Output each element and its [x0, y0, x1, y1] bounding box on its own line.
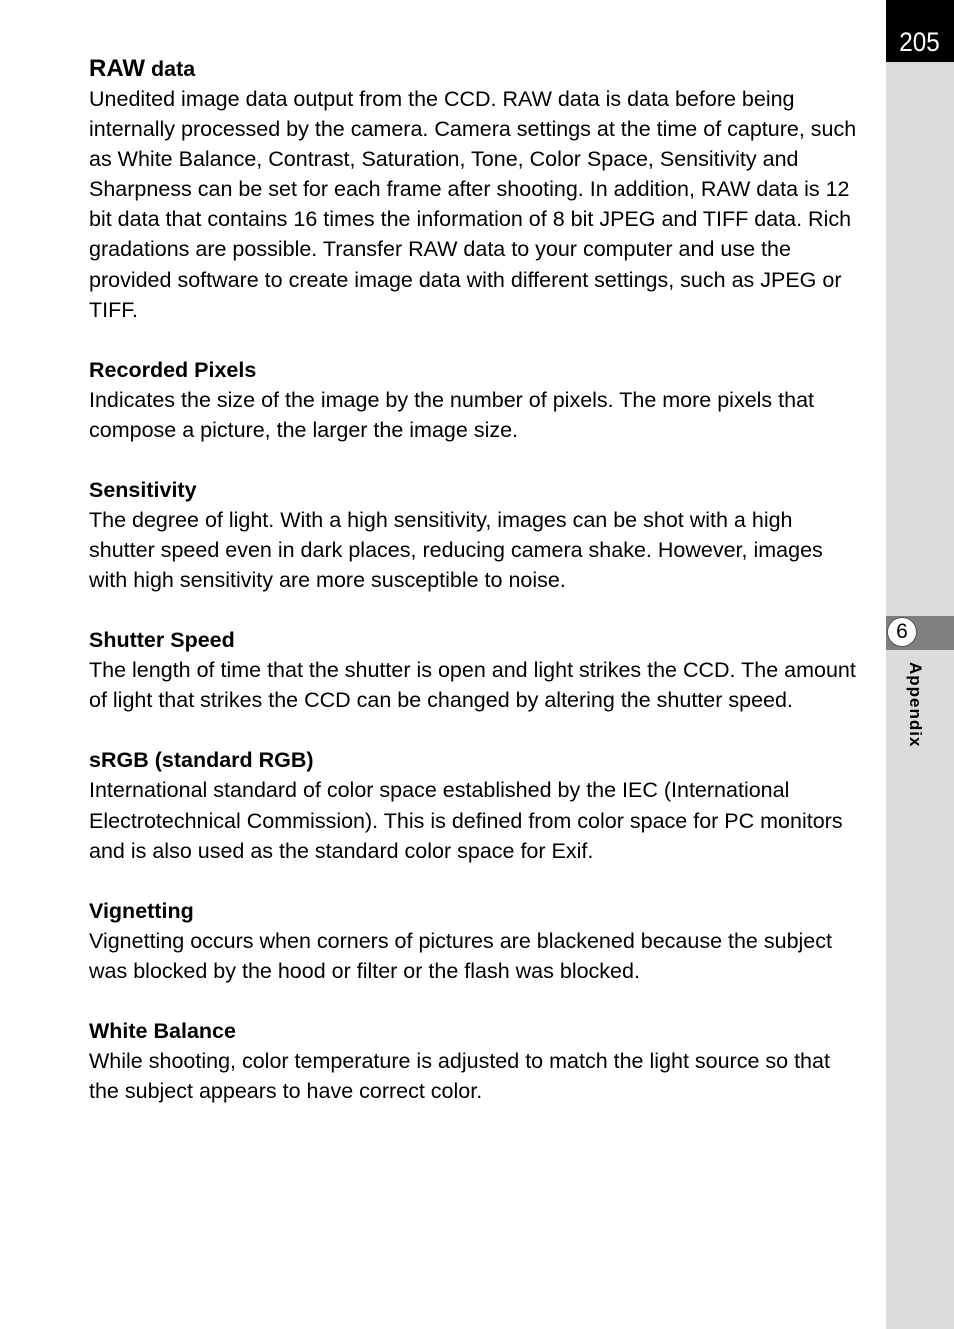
- entry-definition: Vignetting occurs when corners of pictures are blackened because the subject was blocked by the hood or filter or the flash was blocked.: [89, 928, 832, 983]
- entry-definition: The degree of light. With a high sensitivity, images can be shot with a high shutter speed even in dark places, reducing camera shake. However, images with high sensitivity are more susceptible to noise.: [89, 507, 823, 593]
- chapter-label: Appendix: [906, 662, 925, 748]
- glossary-entry-raw-data: [89, 54, 864, 325]
- chapter-number-badge: 6: [887, 617, 917, 647]
- entry-definition: International standard of color space established by the IEC (International Electrotechnical Commission). This is defined from color space for PC monitors and is also used as the standard color space for Exif.: [89, 778, 843, 863]
- glossary-entry-white-balance: [89, 1016, 864, 1106]
- entry-definition: Unedited image data output from the CCD. RAW data is data before being internally processed by the camera. Camera settings at the time of capture, such as White Balance, Contrast, Saturation, Tone, Color Space, Sensitivity and Sharpness can be set for each frame after shooting. In addition, RAW data is 12 bit data that contains 16 times the information of 8 bit JPEG and TIFF data. Rich gradations are possible. Transfer RAW data to your computer and use the provided software to create image data with different settings, such as JPEG or TIFF.: [89, 87, 857, 322]
- entry-term: [89, 54, 864, 84]
- entry-term: Recorded Pixels: [89, 357, 257, 382]
- glossary-entry-recorded-pixels: [89, 355, 864, 445]
- page-number-text: 205: [899, 26, 941, 57]
- entry-definition: Indicates the size of the image by the number of pixels. The more pixels that compose a picture, the larger the image size.: [89, 387, 815, 442]
- entry-term: Vignetting: [89, 898, 194, 923]
- page-number: [886, 0, 954, 62]
- glossary-entry-shutter-speed: [89, 625, 864, 715]
- glossary-entry-srgb: [89, 745, 864, 865]
- glossary-entry-vignetting: [89, 896, 864, 986]
- term-raw-prefix: RAW: [89, 55, 145, 82]
- entry-term: Sensitivity: [89, 477, 197, 502]
- entry-term: Shutter Speed: [89, 628, 235, 653]
- glossary-content: [89, 54, 864, 1136]
- entry-definition: The length of time that the shutter is open and light strikes the CCD. The amount of light that strikes the CCD can be changed by altering the shutter speed.: [89, 658, 856, 713]
- entry-term: sRGB (standard RGB): [89, 748, 314, 773]
- glossary-entry-sensitivity: [89, 475, 864, 595]
- entry-term: White Balance: [89, 1018, 236, 1043]
- term-suffix: data: [145, 57, 196, 81]
- entry-definition: While shooting, color temperature is adjusted to match the light source so that the subject appears to have correct color.: [89, 1048, 830, 1103]
